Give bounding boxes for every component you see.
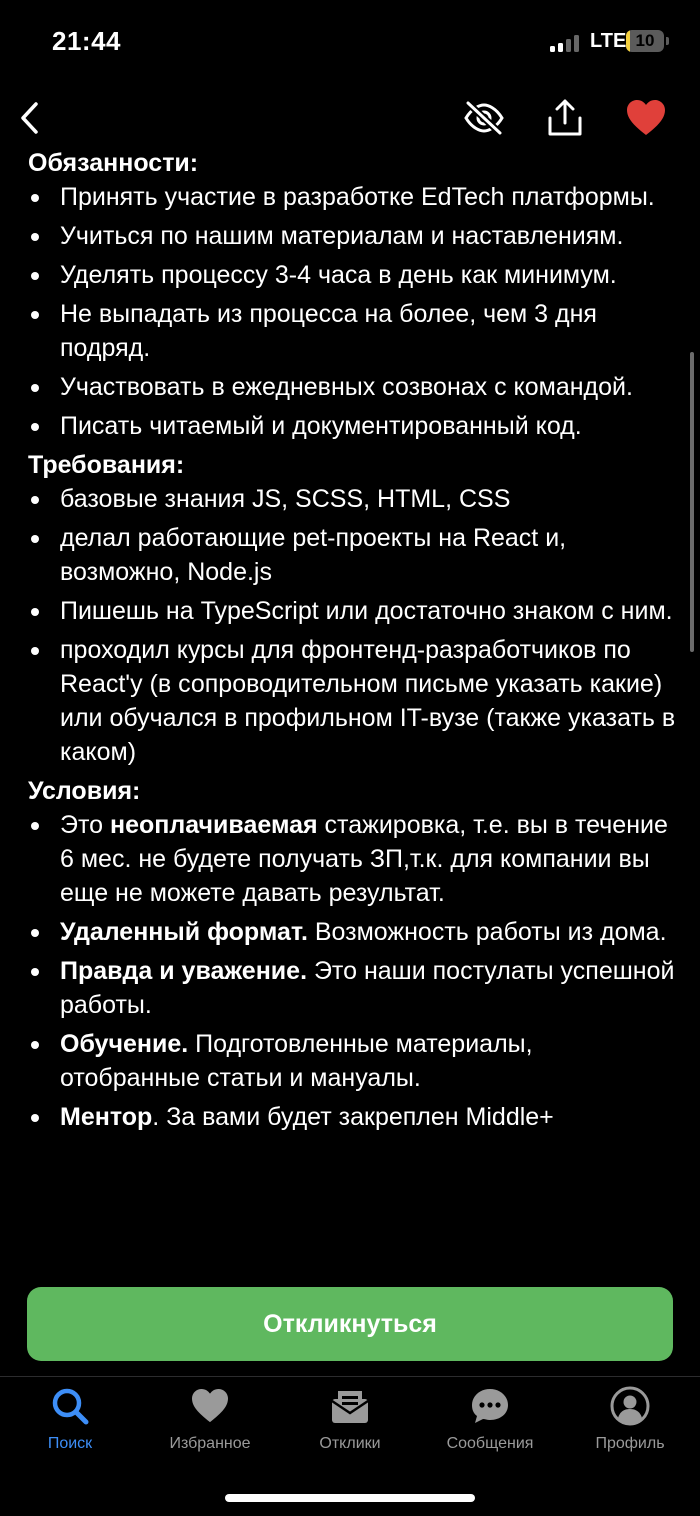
list-item <box>28 180 678 214</box>
text: базовые знания JS, SCSS, HTML, CSS <box>60 485 511 513</box>
bold-text: неоплачиваемая <box>110 811 318 839</box>
list-item <box>28 594 678 628</box>
text: Пишешь на TypeScript или достаточно знаком с ним. <box>60 597 673 625</box>
apply-button-label: Откликнуться <box>263 1309 437 1338</box>
text: делал работающие pet-проекты на React и, возможно, Node.js <box>60 524 567 586</box>
tab-label: Сообщения <box>446 1435 534 1452</box>
text: Это наши постулаты успешной работы. <box>60 957 675 1019</box>
text: Принять участие в разработке EdTech платформы. <box>60 183 655 211</box>
list-item <box>28 409 678 443</box>
tab-label: Отклики <box>319 1435 381 1452</box>
status-bar <box>0 0 700 86</box>
text: Возможность работы из дома. <box>307 918 667 946</box>
vacancy-description[interactable] <box>0 148 700 1278</box>
heart-icon <box>625 99 667 137</box>
heart-icon <box>190 1388 230 1424</box>
favorite-button[interactable] <box>622 96 670 140</box>
tab-label: Профиль <box>595 1435 665 1452</box>
list-item <box>28 954 678 1022</box>
section-title: Обязанности: <box>28 149 199 177</box>
scrollbar[interactable] <box>690 352 694 652</box>
share-button[interactable] <box>542 96 588 140</box>
list-item <box>28 219 678 253</box>
bullet-list <box>28 482 678 769</box>
battery-icon <box>626 30 664 52</box>
bold-text: Обучение. <box>60 1030 189 1058</box>
tab-search[interactable] <box>0 1387 140 1457</box>
list-item <box>28 1027 678 1095</box>
text: Это <box>60 811 110 839</box>
hide-button[interactable] <box>460 96 508 140</box>
tab-responses[interactable] <box>280 1387 420 1457</box>
text: Участвовать в ежедневных созвонах с командой. <box>60 373 633 401</box>
signal-icon <box>550 34 584 52</box>
text: Уделять процессу 3-4 часа в день как минимум. <box>60 261 617 289</box>
list-item <box>28 1100 678 1134</box>
section-title: Требования: <box>28 451 185 479</box>
bullet-list <box>28 808 678 1134</box>
eye-slash-icon <box>462 100 506 136</box>
chevron-left-icon <box>19 101 41 135</box>
text: Учиться по нашим материалам и наставлениям. <box>60 222 624 250</box>
text: Подготовленные материалы, отобранные статьи и мануалы. <box>60 1030 533 1092</box>
battery-level: 10 <box>635 31 655 50</box>
list-item <box>28 370 678 404</box>
text: проходил курсы для фронтенд-разработчиков по React'у (в сопроводительном письме указать какие) или обучался в профильном IT-вузе (также указать в каком) <box>60 636 676 766</box>
list-item <box>28 915 678 949</box>
bold-text: Правда и уважение. <box>60 957 308 985</box>
text: стажировка, т.е. вы в течение 6 мес. не будете получать ЗП,т.к. для компании вы еще не можете давать результат. <box>60 811 668 907</box>
tab-label: Избранное <box>169 1435 251 1452</box>
tab-messages[interactable] <box>420 1387 560 1457</box>
list-item <box>28 482 678 516</box>
back-button[interactable] <box>10 96 50 140</box>
bold-text: Ментор <box>60 1103 153 1131</box>
status-time: 21:44 <box>52 26 121 56</box>
bold-text: Удаленный формат. <box>60 918 308 946</box>
text: . За вами будет закреплен Middle+ <box>152 1103 554 1131</box>
list-item <box>28 297 678 365</box>
tab-favorites[interactable] <box>140 1387 280 1457</box>
list-item <box>28 521 678 589</box>
chat-bubble-icon <box>470 1387 510 1425</box>
description-body <box>28 148 678 1139</box>
text: Писать читаемый и документированный код. <box>60 412 582 440</box>
bullet-list <box>28 180 678 443</box>
list-item <box>28 258 678 292</box>
tab-profile[interactable] <box>560 1387 700 1457</box>
apply-button[interactable] <box>27 1287 673 1361</box>
list-item <box>28 633 678 769</box>
network-type: LTE <box>590 30 627 52</box>
search-icon <box>50 1386 90 1426</box>
text: Не выпадать из процесса на более, чем 3 дня подряд. <box>60 300 597 362</box>
envelope-icon <box>330 1387 370 1425</box>
profile-icon <box>610 1386 650 1426</box>
battery-tip <box>666 37 669 45</box>
list-item <box>28 808 678 910</box>
home-indicator <box>225 1494 475 1502</box>
section-title: Условия: <box>28 777 141 805</box>
tab-label: Поиск <box>47 1435 93 1452</box>
share-icon <box>546 98 584 138</box>
